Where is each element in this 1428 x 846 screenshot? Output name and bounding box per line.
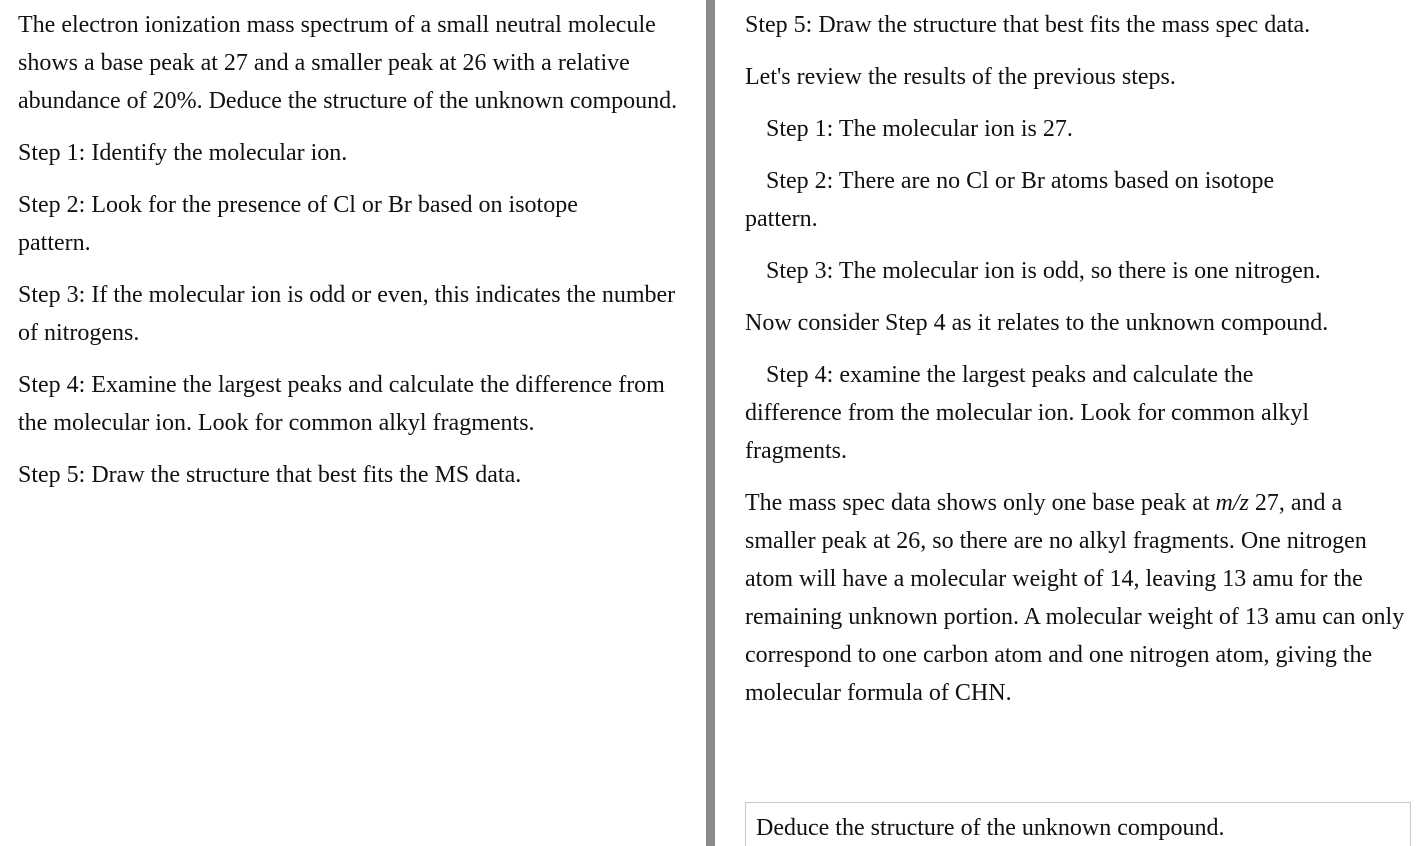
answer-prompt-text: Deduce the structure of the unknown compound.: [756, 815, 1225, 841]
problem-statement: The electron ionization mass spectrum of a small neutral molecule shows a base peak at 27 and a smaller peak at 26 with a relative abundance of 20%. Deduce the structure of the unknown compound.: [18, 12, 678, 114]
answer-prompt-box[interactable]: [745, 802, 1411, 846]
mz-italic: m/z: [1215, 490, 1249, 516]
review-step-1: Step 1: The molecular ion is 27.: [766, 116, 1073, 142]
step-3-instruction: Step 3: If the molecular ion is odd or even, this indicates the number of nitrogens.: [18, 282, 676, 346]
consider-step-4: Now consider Step 4 as it relates to the unknown compound.: [745, 310, 1329, 336]
analysis-text-start: The mass spec data shows only one base peak at: [745, 490, 1216, 516]
review-step-3: Step 3: The molecular ion is odd, so there is one nitrogen.: [766, 258, 1321, 284]
step-5-instruction: Step 5: Draw the structure that best fits the MS data.: [18, 462, 522, 488]
solution-heading: Step 5: Draw the structure that best fits the mass spec data.: [745, 12, 1311, 38]
review-step-2: Step 2: There are no Cl or Br atoms based on isotope pattern.: [745, 168, 1275, 232]
analysis-text-end: 27, and a smaller peak at 26, so there are no alkyl fragments. One nitrogen atom will have a molecular weight of 14, leaving 13 amu for the remaining unknown portion. A molecular weight of 13 amu can only correspond to one carbon atom and one nitrogen atom, giving the molecular formula of CHN.: [745, 490, 1405, 706]
right-pane-solution: [715, 0, 1428, 846]
step-4-instruction: Step 4: Examine the largest peaks and calculate the difference from the molecular ion. Look for common alkyl fragments.: [18, 372, 665, 436]
step-1-instruction: Step 1: Identify the molecular ion.: [18, 140, 348, 166]
step-2-instruction: Step 2: Look for the presence of Cl or Br based on isotope pattern.: [18, 192, 578, 256]
analysis-paragraph: [745, 484, 1415, 712]
review-step-4: Step 4: examine the largest peaks and calculate the difference from the molecular ion. Look for common alkyl fragments.: [745, 362, 1310, 464]
review-intro: Let's review the results of the previous steps.: [745, 64, 1176, 90]
pane-divider[interactable]: [706, 0, 715, 846]
left-pane-problem: [0, 0, 706, 846]
